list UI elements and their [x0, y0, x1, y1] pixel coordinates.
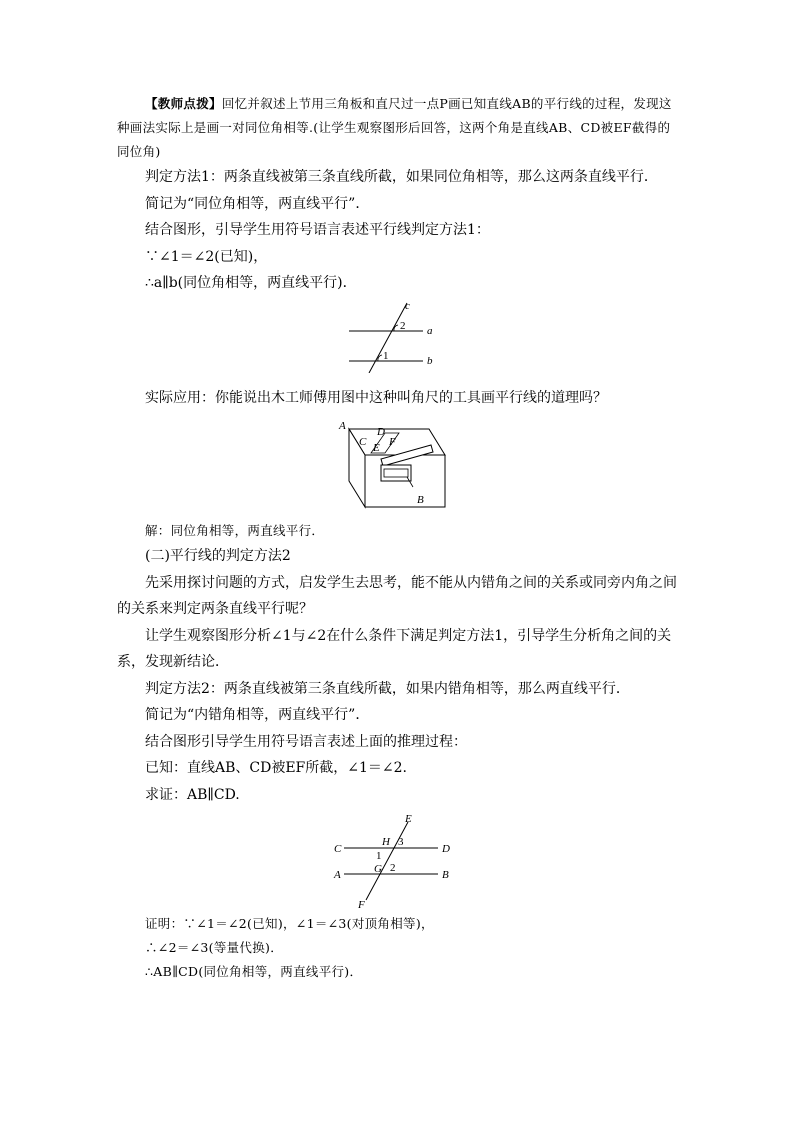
label-B: B: [442, 869, 449, 881]
label-A: A: [339, 420, 346, 432]
label-A: A: [334, 869, 341, 881]
label-angle2: 2: [400, 319, 406, 332]
label-c: c: [405, 300, 410, 312]
label-a: a: [427, 324, 433, 337]
teacher-tip-text: 回忆并叙述上节用三角板和直尺过一点P画已知直线AB的平行线的过程，发现这种画法实际上是画一对同位角相等.(让学生观察图形后回答，这两个角是直线AB、CD被EF截得的同位角): [117, 96, 672, 159]
document-page: [117, 92, 677, 984]
label-B: B: [417, 494, 424, 506]
method1-step1: ∵∠1＝∠2(已知)，: [145, 248, 268, 265]
label-angle2: 2: [390, 862, 396, 874]
label-C: C: [359, 436, 367, 448]
line-ef: [366, 822, 408, 900]
method2-guide: 结合图形引导学生用符号语言表述上面的推理过程：: [145, 733, 467, 750]
method2-short: 简记为“内错角相等，两直线平行”．: [145, 707, 370, 723]
proof-line3: ∴AB∥CD(同位角相等，两直线平行)．: [145, 964, 363, 979]
label-b: b: [427, 354, 433, 367]
label-angle1: 1: [376, 850, 382, 862]
label-angle3: 3: [398, 836, 404, 848]
method1-statement: 判定方法1：两条直线被第三条直线所截，如果同位角相等，那么这两条直线平行．: [145, 169, 658, 185]
label-E: E: [405, 814, 412, 825]
label-E: E: [373, 442, 380, 454]
teacher-tip-label: 【教师点拨】: [145, 96, 222, 111]
proof-line1: 证明：∵∠1＝∠2(已知)，∠1＝∠3(对顶角相等)，: [145, 916, 434, 931]
method2-p2: 让学生观察图形分析∠1与∠2在什么条件下满足判定方法1，引导学生分析角之间的关系，发现新结论．: [117, 627, 672, 670]
method2-given: 已知：直线AB、CD被EF所截，∠1＝∠2.: [145, 760, 407, 776]
label-F: F: [389, 436, 396, 448]
label-F: F: [358, 899, 365, 910]
figure-transversal-ef: [332, 814, 462, 910]
method2-statement: 判定方法2：两条直线被第三条直线所截，如果内错角相等，那么两直线平行．: [145, 680, 630, 697]
method2-prove: 求证：AB∥CD.: [145, 786, 240, 803]
application-answer: 解：同位角相等，两直线平行．: [145, 523, 325, 538]
label-D: D: [377, 426, 385, 438]
method1-step2: ∴a∥b(同位角相等，两直线平行)．: [145, 275, 357, 291]
application-question: 实际应用：你能说出木工师傅用图中这种叫角尺的工具画平行线的道理吗？: [145, 389, 607, 406]
method1-guide: 结合图形，引导学生用符号语言表述平行线判定方法1：: [145, 222, 490, 238]
label-D: D: [442, 843, 450, 855]
proof-line2: ∴∠2＝∠3(等量代换)．: [145, 940, 284, 955]
figure-parallel-lines-ab: [347, 301, 447, 373]
label-G: G: [374, 863, 382, 875]
square-handle: [381, 465, 411, 481]
label-angle1: 1: [383, 349, 389, 362]
line-c: [369, 303, 407, 373]
teacher-tip-paragraph: [117, 92, 677, 164]
method2-p1: 先采用探讨问题的方式，启发学生去思考，能不能从内错角之间的关系或同旁内角之间的关系来判定两条直线平行呢？: [117, 574, 677, 617]
method1-short: 简记为“同位角相等，两直线平行”．: [145, 195, 370, 212]
label-C: C: [334, 843, 342, 855]
label-H: H: [382, 836, 390, 848]
method2-heading: (二)平行线的判定方法2: [145, 548, 291, 564]
figure-carpenter-square: [337, 415, 457, 515]
